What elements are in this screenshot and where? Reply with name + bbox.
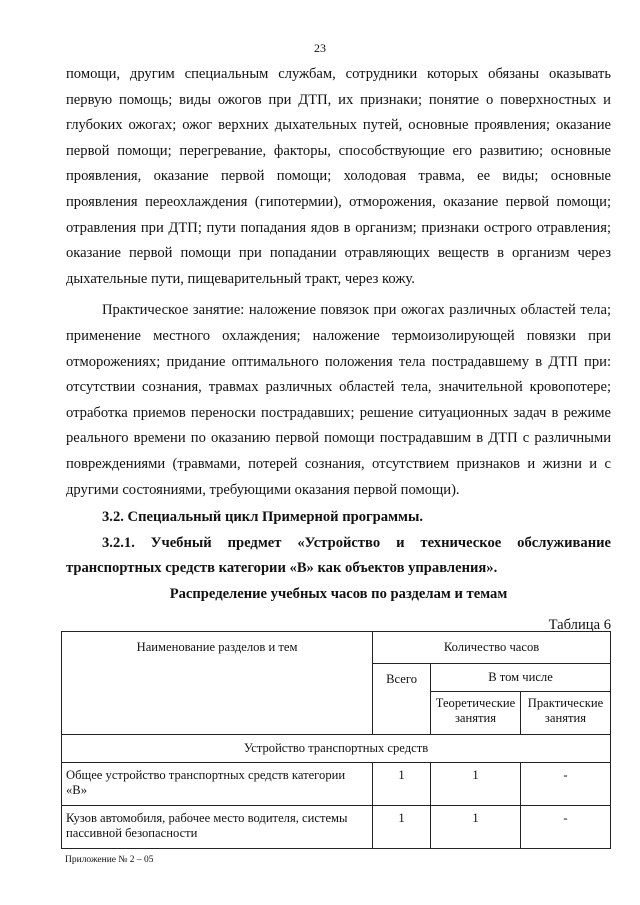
row-practice-cell: - (521, 806, 611, 849)
row-name-cell: Кузов автомобиля, рабочее место водителя, системы пассивной безопасности (62, 806, 373, 849)
row-name-cell: Общее устройство транспортных средств категории «В» (62, 763, 373, 806)
table-row (62, 763, 611, 806)
header-name-cell: Наименование разделов и тем (62, 632, 373, 735)
section-heading: 3.2. Специальный цикл Примерной программы. (102, 509, 423, 526)
table-header-row (62, 632, 611, 664)
table-section-row (62, 735, 611, 763)
row-total-cell: 1 (373, 763, 431, 806)
header-practice-cell: Практические занятия (521, 692, 611, 735)
header-theory-cell: Теоретические занятия (431, 692, 521, 735)
section-row-cell: Устройство транспортных средств (62, 735, 611, 763)
document-body (66, 62, 611, 639)
row-theory-cell: 1 (431, 806, 521, 849)
page-number: 23 (314, 41, 326, 55)
paragraph-practical: Практическое занятие: наложение повязок при ожогах различных областей тела; применение местного охлаждения; наложение термоизолирующей повязки при отморожениях; придание оптимального положения тела пострадавшему в ДТП при: отсутствии сознания, травмах различных областей тела, значительной кровопотере; отработка приемов переноски пострадавших; решение ситуационных задач в режиме реального времени по оказанию первой помощи пострадавшим в ДТП с различными повреждениями (травмами, потерей сознания, отсутствием признаков и жизни и с другими состояниями, требующими оказания первой помощи). (66, 302, 611, 498)
table-title: Распределение учебных часов по разделам и темам (169, 585, 508, 602)
header-total-cell: Всего (373, 664, 431, 735)
header-including-cell: В том числе (431, 664, 611, 692)
page-footer: Приложение № 2 – 05 (65, 855, 154, 865)
hours-table (61, 631, 611, 849)
table-caption: Таблица 6 (548, 617, 611, 634)
subsection-heading: 3.2.1. Учебный предмет «Устройство и техническое обслуживание транспортных средств категории «В» как объектов управления». (66, 534, 611, 577)
row-practice-cell: - (521, 763, 611, 806)
table-row (62, 806, 611, 849)
paragraph-continuation: помощи, другим специальным службам, сотрудники которых обязаны оказывать первую помощь; виды ожогов при ДТП, их признаки; понятие о поверхностных и глубоких ожогах; ожог верхних дыхательных путей, основные проявления; оказание первой помощи; перегревание, факторы, способствующие его развитию; основные проявления, оказание первой помощи; холодовая травма, ее виды; основные проявления переохлаждения (гипотермии), отморожения, оказание первой помощи; отравления при ДТП; пути попадания ядов в организм; признаки острого отравления; оказание первой помощи при попадании отравляющих веществ в организм через дыхательные пути, пищеварительный тракт, через кожу. (66, 66, 611, 287)
row-total-cell: 1 (373, 806, 431, 849)
row-theory-cell: 1 (431, 763, 521, 806)
header-hours-cell: Количество часов (373, 632, 611, 664)
